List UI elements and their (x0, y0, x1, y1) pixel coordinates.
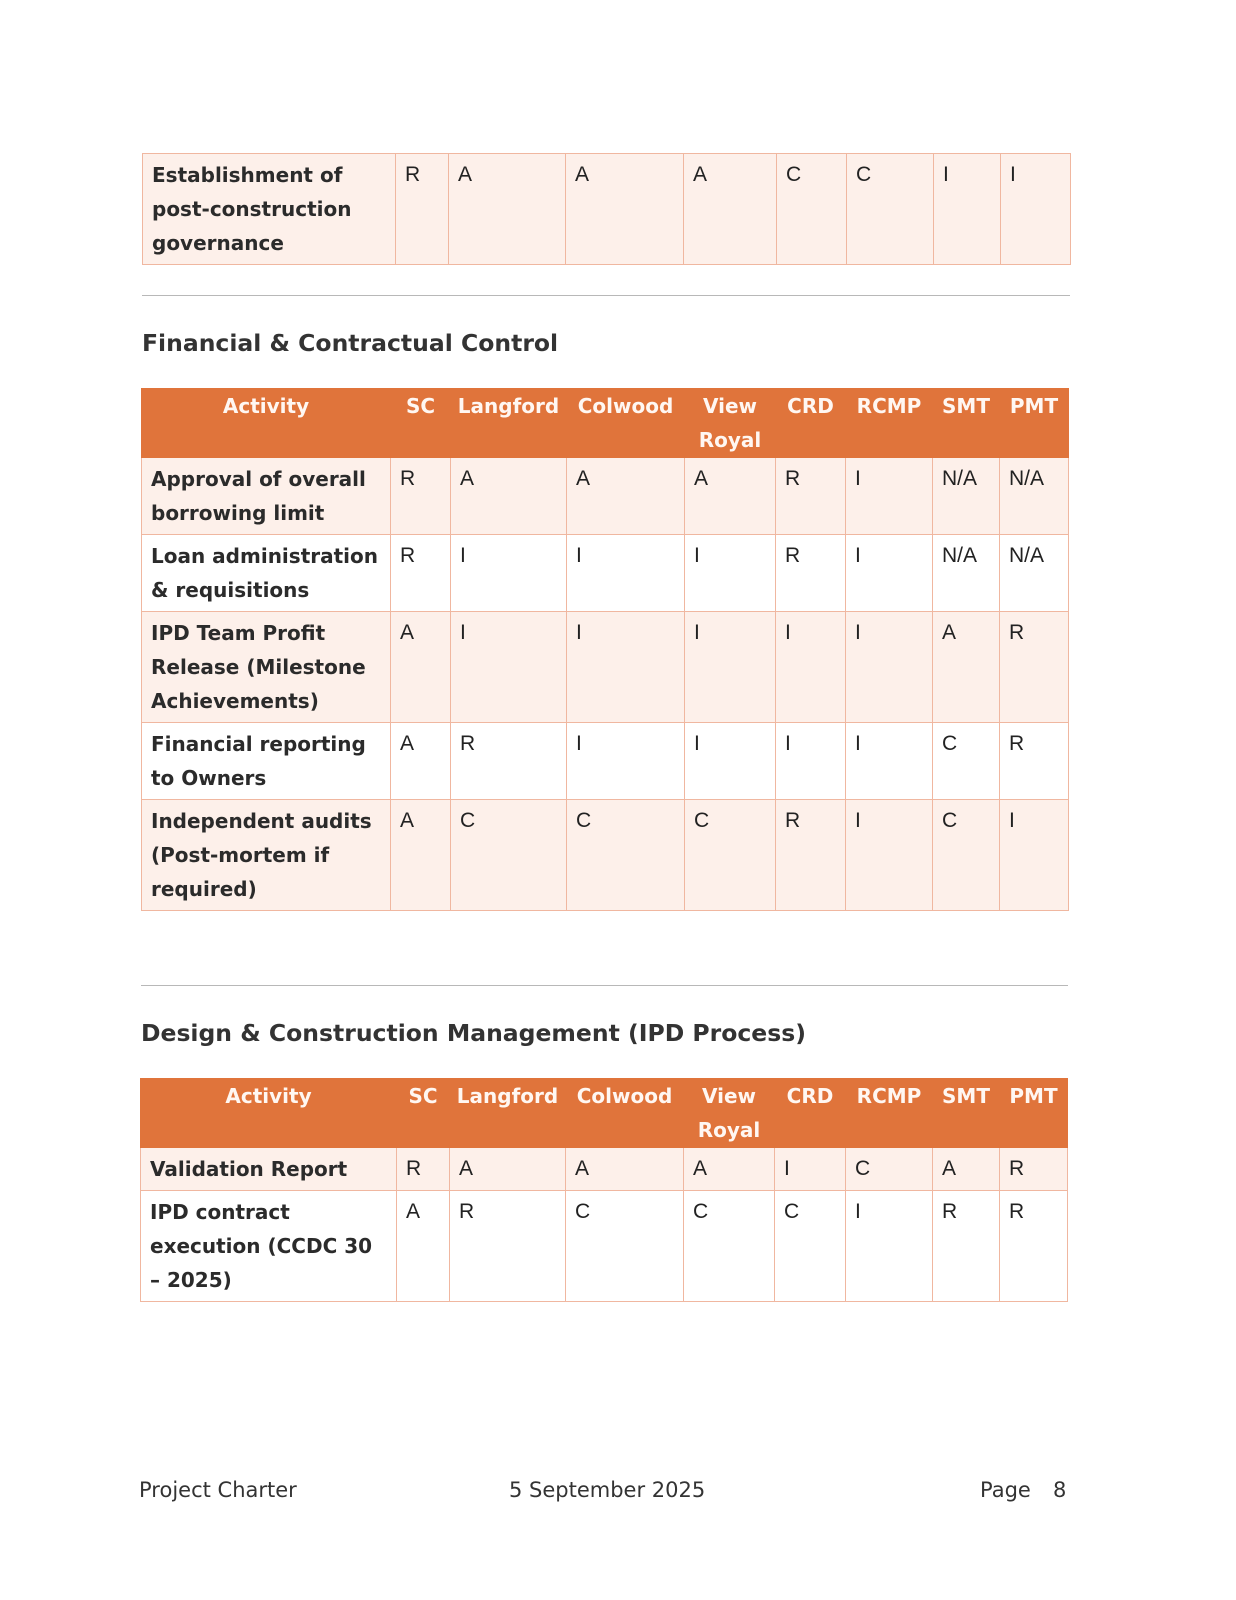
raci-cell: I (846, 535, 933, 612)
activity-cell: Validation Report (141, 1148, 397, 1191)
column-header: SMT (933, 1079, 1000, 1148)
raci-cell: A (397, 1191, 450, 1302)
financial-control-table (141, 388, 1069, 911)
raci-cell: I (846, 800, 933, 911)
column-header: PMT (1000, 389, 1069, 458)
raci-cell: I (567, 723, 685, 800)
raci-cell: R (1000, 723, 1069, 800)
raci-cell: I (846, 723, 933, 800)
raci-cell: A (449, 154, 566, 265)
column-header: RCMP (846, 389, 933, 458)
design-construction-table (140, 1078, 1068, 1302)
table-row (141, 1191, 1068, 1302)
raci-cell: A (566, 154, 684, 265)
raci-cell: I (1001, 154, 1071, 265)
column-header: Colwood (567, 389, 685, 458)
table-row (142, 800, 1069, 911)
raci-cell: I (567, 535, 685, 612)
column-header: Colwood (566, 1079, 684, 1148)
raci-cell: C (451, 800, 567, 911)
activity-cell: Establishment of post-construction governance (143, 154, 396, 265)
raci-cell: A (685, 458, 776, 535)
raci-cell: I (685, 612, 776, 723)
raci-cell: I (776, 612, 846, 723)
raci-cell: A (933, 612, 1000, 723)
raci-cell: N/A (933, 458, 1000, 535)
raci-cell: I (685, 723, 776, 800)
table-row (142, 535, 1069, 612)
raci-cell: A (391, 612, 451, 723)
column-header: View Royal (684, 1079, 775, 1148)
footer-date: 5 September 2025 (509, 1478, 706, 1502)
raci-cell: R (391, 458, 451, 535)
table-header-row (141, 1079, 1068, 1148)
raci-cell: C (846, 1148, 933, 1191)
raci-cell: C (566, 1191, 684, 1302)
raci-cell: I (775, 1148, 846, 1191)
raci-cell: R (1000, 1191, 1068, 1302)
footer-document-title: Project Charter (139, 1478, 297, 1502)
column-header: Activity (142, 389, 391, 458)
table-row (142, 458, 1069, 535)
raci-cell: R (391, 535, 451, 612)
activity-cell: Loan administration & requisitions (142, 535, 391, 612)
table-row (143, 154, 1071, 265)
raci-cell: I (934, 154, 1001, 265)
raci-cell: I (1000, 800, 1069, 911)
raci-cell: I (846, 458, 933, 535)
column-header: SC (397, 1079, 450, 1148)
raci-cell: A (391, 723, 451, 800)
raci-cell: I (846, 1191, 933, 1302)
raci-cell: R (776, 535, 846, 612)
raci-cell: I (451, 535, 567, 612)
section-title-financial: Financial & Contractual Control (142, 329, 559, 357)
governance-table-continued (142, 153, 1071, 265)
raci-cell: R (776, 458, 846, 535)
column-header: View Royal (685, 389, 776, 458)
raci-cell: C (847, 154, 934, 265)
raci-cell: R (776, 800, 846, 911)
column-header: CRD (775, 1079, 846, 1148)
raci-cell: C (777, 154, 847, 265)
raci-cell: I (567, 612, 685, 723)
column-header: CRD (776, 389, 846, 458)
raci-cell: I (846, 612, 933, 723)
raci-cell: C (933, 800, 1000, 911)
raci-cell: C (685, 800, 776, 911)
raci-cell: A (450, 1148, 566, 1191)
column-header: PMT (1000, 1079, 1068, 1148)
raci-cell: I (451, 612, 567, 723)
column-header: RCMP (846, 1079, 933, 1148)
table-row (142, 612, 1069, 723)
footer-page-label: Page (980, 1478, 1031, 1502)
table-row (142, 723, 1069, 800)
raci-cell: N/A (933, 535, 1000, 612)
raci-cell: C (933, 723, 1000, 800)
raci-cell: A (451, 458, 567, 535)
activity-cell: Financial reporting to Owners (142, 723, 391, 800)
column-header: SMT (933, 389, 1000, 458)
raci-cell: R (451, 723, 567, 800)
table-header-row (142, 389, 1069, 458)
raci-cell: A (933, 1148, 1000, 1191)
raci-cell: R (450, 1191, 566, 1302)
raci-cell: N/A (1000, 535, 1069, 612)
raci-cell: A (684, 1148, 775, 1191)
section-divider (141, 985, 1068, 986)
section-title-design: Design & Construction Management (IPD Process) (141, 1019, 806, 1047)
raci-cell: C (567, 800, 685, 911)
raci-cell: A (684, 154, 777, 265)
raci-cell: A (567, 458, 685, 535)
design-table-body (141, 1148, 1068, 1302)
activity-cell: IPD contract execution (CCDC 30 – 2025) (141, 1191, 397, 1302)
raci-cell: A (566, 1148, 684, 1191)
activity-cell: IPD Team Profit Release (Milestone Achievements) (142, 612, 391, 723)
raci-cell: R (396, 154, 449, 265)
financial-table-body (142, 458, 1069, 911)
raci-cell: R (1000, 1148, 1068, 1191)
raci-cell: C (684, 1191, 775, 1302)
column-header: Langford (450, 1079, 566, 1148)
footer-page-number: 8 (1053, 1478, 1067, 1502)
table-row (141, 1148, 1068, 1191)
raci-cell: R (397, 1148, 450, 1191)
column-header: SC (391, 389, 451, 458)
governance-table-body (143, 154, 1071, 265)
column-header: Langford (451, 389, 567, 458)
raci-cell: N/A (1000, 458, 1069, 535)
raci-cell: I (776, 723, 846, 800)
raci-cell: I (685, 535, 776, 612)
raci-cell: C (775, 1191, 846, 1302)
raci-cell: R (1000, 612, 1069, 723)
raci-cell: A (391, 800, 451, 911)
raci-cell: R (933, 1191, 1000, 1302)
activity-cell: Independent audits (Post-mortem if required) (142, 800, 391, 911)
activity-cell: Approval of overall borrowing limit (142, 458, 391, 535)
column-header: Activity (141, 1079, 397, 1148)
section-divider (142, 295, 1070, 296)
